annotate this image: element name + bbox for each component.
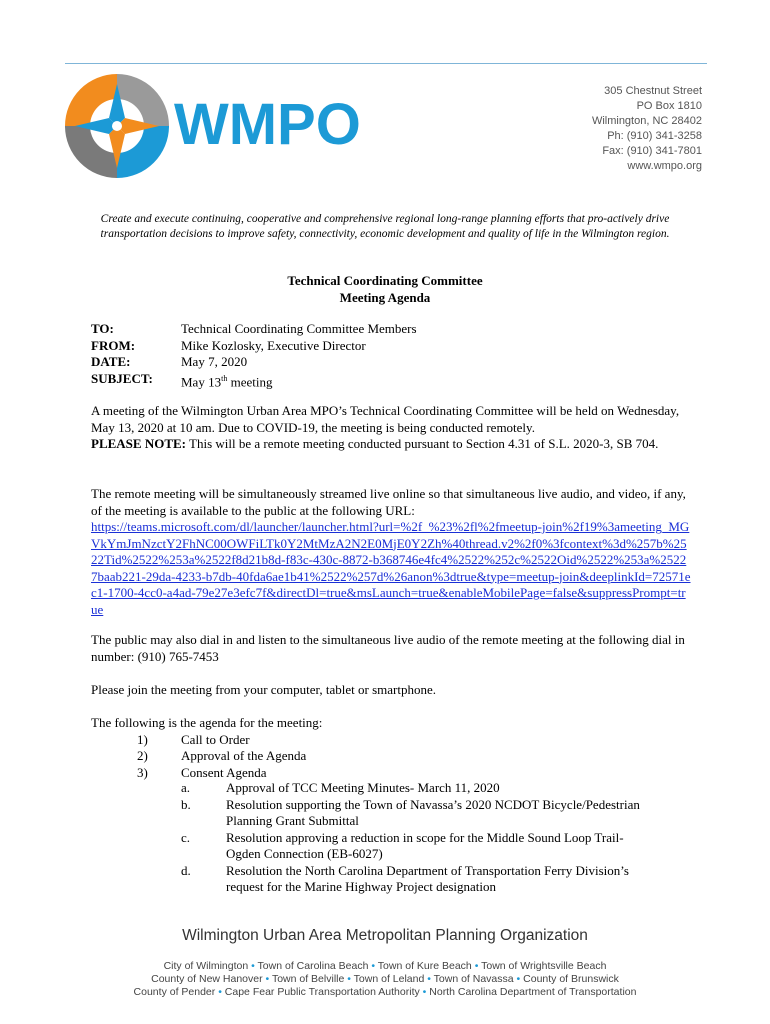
list-item: Approval of the Agenda	[181, 748, 307, 763]
address-line: Ph: (910) 341-3258	[607, 130, 702, 142]
to-label: TO:	[91, 321, 114, 336]
committee-title: Technical Coordinating Committee	[287, 273, 483, 288]
teams-meeting-link[interactable]: https://teams.microsoft.com/dl/launcher/launcher.html?url=%2f_%23%2fl%2fmeetup-join%2f19%3ameeting_MGVkYmJmNzctY2FhNC00OWFiLTk0Y2MtMzA2N2E0MjE0Y2Zh%40thread.v2%2f0%3fcontext%3d%257b%2522Tid%2522%253a%2522f8d21b8d-f83c-430c-8872-b368746e4fc4%2522%252c%2522Oid%2522%253a%25227baab221-29da-4233-b7db-40fda6ae1b41%2522%257d%26anon%3dtrue&type=meetup-join&deeplinkId=72571ec1-1700-4cc0-a4ad-79e27e3efc7f&directDl=true&msLaunch=true&enableMobilePage=false&suppressPrompt=true	[91, 519, 691, 617]
list-item: Resolution approving a reduction in scope for the Middle Sound Loop Trail-	[226, 829, 624, 845]
from-label: FROM:	[91, 337, 136, 353]
consent-letter: b.	[181, 796, 191, 812]
agenda-title: Meeting Agenda	[339, 290, 431, 305]
address-line: PO Box 1810	[636, 100, 702, 112]
date-label: DATE:	[91, 354, 131, 369]
footer-members-row-1: City of Wilmington • Town of Carolina Beach • Town of Kure Beach • Town of Wrightsville Beach	[163, 960, 607, 972]
consent-letter: d.	[181, 862, 191, 878]
address-line: Fax: (910) 341-7801	[602, 145, 702, 157]
subject-label: SUBJECT:	[91, 370, 153, 386]
remote-streaming-paragraph: The remote meeting will be simultaneously streamed live online so that simultaneous live audio, and video, if any, of the meeting is available to the public at the following URL: https://teams.microsoft.com/dl/launcher/launcher.html?url=%2f_%23%2fl%2fmeetup-join%2f19%3ameeting_MGVkYmJmNzctY2FhNC00OWFiLTk0Y2MtMzA2N2E0MjE0Y2Zh%40thread.v2%2f0%3fcontext%3d%257b%2522Tid%2522%253a%2522f8d21b8d-f83c-430c-8872-b368746e4fc4%2522%252c%2522Oid%2522%253a%25227baab221-29da-4233-b7db-40fda6ae1b41%2522%257d%26anon%3dtrue&type=meetup-join&deeplinkId=72571ec1-1700-4cc0-a4ad-79e27e3efc7f&directDl=true&msLaunch=true&enableMobilePage=false&suppressPrompt=true	[91, 486, 691, 617]
to-value: Technical Coordinating Committee Members	[181, 321, 417, 336]
address-block	[592, 84, 702, 174]
agenda-number: 3)	[137, 764, 148, 780]
date-value: May 7, 2020	[181, 354, 248, 369]
agenda-number: 1)	[137, 731, 148, 747]
consent-letter: a.	[181, 780, 191, 795]
from-value: Mike Kozlosky, Executive Director	[181, 337, 366, 353]
list-item-continued: Ogden Connection (EB-6027)	[226, 846, 383, 861]
list-item: Resolution the North Carolina Department of Transportation Ferry Division’s	[226, 862, 629, 878]
meeting-notice: A meeting of the Wilmington Urban Area MPO’s Technical Coordinating Committee will be held on Wednesday, May 13, 2020 at 10 am. Due to COVID-19, the meeting is being conducted remotely. PLEASE NOTE: This will be a remote meeting conducted pursuant to Section 4.31 of S.L. 2020-3, SB 704.	[91, 403, 680, 451]
footer-members-row-3: County of Pender • Cape Fear Public Transportation Authority • North Carolina Department of Transportation	[133, 986, 637, 998]
website-link[interactable]: www.wmpo.org	[627, 160, 702, 172]
mission-statement: Create and execute continuing, cooperative and comprehensive regional long-range planning efforts that pro-actively drive transportation decisions to improve safety, connectivity, economic development and quality of life in the Wilmington region.	[100, 213, 670, 240]
list-item: Approval of TCC Meeting Minutes- March 11, 2020	[226, 780, 500, 795]
wmpo-logo	[62, 66, 362, 186]
agenda-number: 2)	[137, 748, 148, 763]
list-item-continued: Planning Grant Submittal	[226, 813, 359, 828]
list-item-continued: request for the Marine Highway Project designation	[226, 879, 497, 894]
footer-members-row-2: County of New Hanover • Town of Belville • Town of Leland • Town of Navassa • County of Brunswick	[151, 973, 619, 985]
address-line: Wilmington, NC 28402	[591, 115, 702, 127]
join-instructions: Please join the meeting from your computer, tablet or smartphone.	[91, 682, 436, 697]
agenda-intro: The following is the agenda for the meeting:	[91, 715, 323, 730]
subject-value: May 13th meeting	[181, 373, 273, 389]
dial-in-paragraph: The public may also dial in and listen to the simultaneous live audio of the remote meeting at the following dial in number: (910) 765-7453	[91, 632, 685, 664]
list-item: Resolution supporting the Town of Navassa’s 2020 NCDOT Bicycle/Pedestrian	[226, 796, 640, 812]
address-line: 305 Chestnut Street	[604, 85, 702, 97]
header-rule	[65, 63, 707, 64]
logo-mark-icon	[65, 74, 169, 178]
please-note-label: PLEASE NOTE:	[91, 436, 186, 451]
list-item: Consent Agenda	[181, 764, 267, 780]
logo-text: WMPO	[174, 92, 361, 157]
consent-letter: c.	[181, 829, 191, 845]
footer-title: Wilmington Urban Area Metropolitan Planning Organization	[182, 927, 588, 944]
list-item: Call to Order	[181, 731, 250, 747]
